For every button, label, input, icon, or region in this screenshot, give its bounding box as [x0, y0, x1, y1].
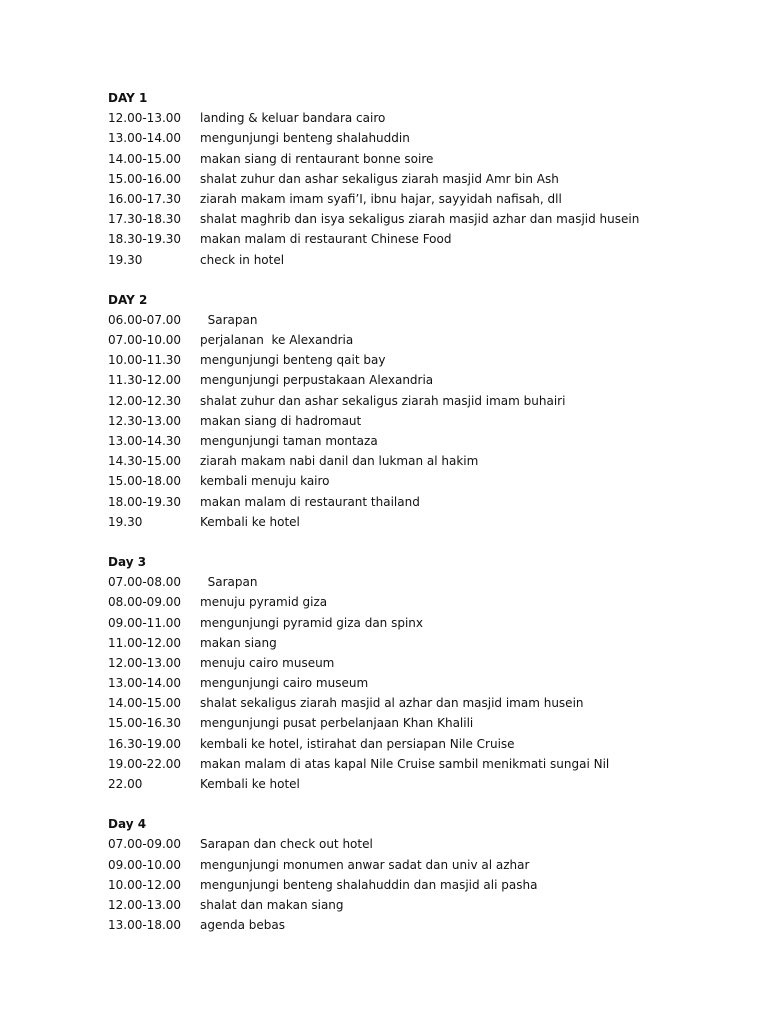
time-slot: 19.30 [108, 514, 143, 529]
activity-text: mengunjungi benteng shalahuddin [200, 131, 410, 146]
activity-text: makan siang [200, 635, 277, 650]
schedule-row [108, 310, 728, 330]
schedule-row [108, 713, 728, 733]
activity-text: mengunjungi monumen anwar sadat dan univ al azhar [200, 857, 530, 872]
activity-text: Kembali ke hotel [200, 514, 300, 529]
schedule-row [108, 834, 728, 854]
schedule-row [108, 149, 728, 169]
schedule-row [108, 613, 728, 633]
time-slot: 08.00-09.00 [108, 595, 182, 610]
activity-text: menuju pyramid giza [200, 595, 328, 610]
day-heading: Day 3 [108, 554, 147, 569]
time-slot: 19.30 [108, 252, 143, 267]
activity-text: shalat zuhur dan ashar sekaligus ziarah masjid Amr bin Ash [200, 171, 559, 186]
time-slot: 22.00 [108, 777, 143, 791]
activity-text: makan siang di rentaurant bonne soire [200, 151, 434, 166]
time-slot: 14.00-15.00 [108, 151, 182, 166]
day-heading: DAY 1 [108, 91, 148, 105]
activity-text: shalat maghrib dan isya sekaligus ziarah masjid azhar dan masjid husein [200, 212, 640, 227]
time-slot: 11.30-12.00 [108, 373, 182, 388]
activity-text: shalat sekaligus ziarah masjid al azhar dan masjid imam husein [200, 696, 584, 711]
time-slot: 13.00-18.00 [108, 918, 182, 933]
time-slot: 09.00-10.00 [108, 857, 182, 872]
time-slot: 19.00-22.00 [108, 756, 182, 771]
time-slot: 10.00-12.00 [108, 877, 182, 892]
schedule-row [108, 229, 728, 249]
itinerary [108, 88, 728, 955]
time-slot: 12.00-13.00 [108, 655, 182, 670]
time-slot: 16.00-17.30 [108, 191, 182, 206]
schedule-row [108, 108, 728, 128]
time-slot: 14.00-15.00 [108, 696, 182, 711]
day-heading: DAY 2 [108, 292, 148, 307]
time-slot: 13.00-14.00 [108, 131, 182, 146]
schedule-row [108, 673, 728, 693]
activity-text: agenda bebas [200, 918, 285, 933]
day-section [108, 88, 728, 270]
time-slot: 15.00-16.00 [108, 171, 182, 186]
time-slot: 06.00-07.00 [108, 312, 182, 327]
activity-text: perjalanan ke Alexandria [200, 333, 354, 348]
schedule-row [108, 169, 728, 189]
time-slot: 15.00-16.30 [108, 716, 182, 731]
schedule-row [108, 431, 728, 451]
day-heading: Day 4 [108, 817, 147, 832]
activity-text: makan malam di restaurant Chinese Food [200, 232, 452, 247]
activity-text: makan siang di hadromaut [200, 413, 362, 428]
schedule-row [108, 633, 728, 653]
schedule-row [108, 391, 728, 411]
time-slot: 07.00-09.00 [108, 837, 182, 852]
time-slot: 07.00-10.00 [108, 333, 182, 348]
schedule-row [108, 895, 728, 915]
activity-text: mengunjungi perpustakaan Alexandria [200, 373, 434, 388]
time-slot: 12.00-13.00 [108, 111, 182, 126]
schedule-row [108, 471, 728, 491]
activity-text: check in hotel [200, 252, 285, 267]
schedule-row [108, 492, 728, 512]
activity-text: ziarah makam nabi danil dan lukman al hakim [200, 454, 479, 469]
day-section [108, 814, 728, 935]
activity-text: Sarapan dan check out hotel [200, 837, 373, 852]
activity-text: kembali menuju kairo [200, 474, 330, 489]
schedule-row [108, 572, 728, 592]
activity-text: mengunjungi taman montaza [200, 434, 378, 448]
activity-text: kembali ke hotel, istirahat dan persiapan Nile Cruise [200, 736, 515, 751]
time-slot: 12.00-13.00 [108, 897, 182, 912]
activity-text: landing & keluar bandara cairo [200, 111, 386, 126]
schedule-row [108, 592, 728, 612]
schedule-row [108, 209, 728, 229]
schedule-row [108, 189, 728, 209]
activity-text: mengunjungi cairo museum [200, 676, 369, 691]
activity-text: mengunjungi benteng shalahuddin dan masjid ali pasha [200, 877, 538, 892]
schedule-row [108, 512, 728, 532]
day-section [108, 552, 728, 794]
activity-text: shalat dan makan siang [200, 897, 344, 912]
activity-text: Kembali ke hotel [200, 777, 300, 791]
schedule-row [108, 128, 728, 148]
time-slot: 18.00-19.30 [108, 494, 182, 509]
activity-text: menuju cairo museum [200, 655, 335, 670]
time-slot: 18.30-19.30 [108, 232, 182, 247]
schedule-row [108, 774, 728, 794]
schedule-row [108, 734, 728, 754]
time-slot: 12.00-12.30 [108, 393, 182, 408]
activity-text: mengunjungi benteng qait bay [200, 353, 386, 368]
time-slot: 09.00-11.00 [108, 615, 182, 630]
activity-text: ziarah makam imam syafi’I, ibnu hajar, sayyidah nafisah, dll [200, 191, 562, 206]
activity-text: mengunjungi pusat perbelanjaan Khan Khalili [200, 716, 474, 731]
time-slot: 10.00-11.30 [108, 353, 182, 368]
schedule-row [108, 693, 728, 713]
time-slot: 07.00-08.00 [108, 575, 182, 590]
activity-text: makan malam di atas kapal Nile Cruise sambil menikmati sungai Nil [200, 756, 610, 771]
activity-text: makan malam di restaurant thailand [200, 494, 420, 509]
schedule-row [108, 350, 728, 370]
time-slot: 12.30-13.00 [108, 413, 182, 428]
time-slot: 13.00-14.30 [108, 434, 182, 448]
time-slot: 15.00-18.00 [108, 474, 182, 489]
schedule-row [108, 370, 728, 390]
time-slot: 11.00-12.00 [108, 635, 182, 650]
activity-text: mengunjungi pyramid giza dan spinx [200, 615, 423, 630]
schedule-row [108, 451, 728, 471]
time-slot: 17.30-18.30 [108, 212, 182, 227]
schedule-row [108, 411, 728, 431]
activity-text: shalat zuhur dan ashar sekaligus ziarah masjid imam buhairi [200, 393, 566, 408]
time-slot: 13.00-14.00 [108, 676, 182, 691]
schedule-row [108, 915, 728, 935]
schedule-row [108, 754, 728, 774]
schedule-row [108, 330, 728, 350]
schedule-row [108, 653, 728, 673]
schedule-row [108, 250, 728, 270]
day-section [108, 290, 728, 532]
activity-text: Sarapan [200, 312, 258, 327]
schedule-row [108, 875, 728, 895]
activity-text: Sarapan [200, 575, 258, 590]
schedule-row [108, 855, 728, 875]
time-slot: 14.30-15.00 [108, 454, 182, 469]
time-slot: 16.30-19.00 [108, 736, 182, 751]
